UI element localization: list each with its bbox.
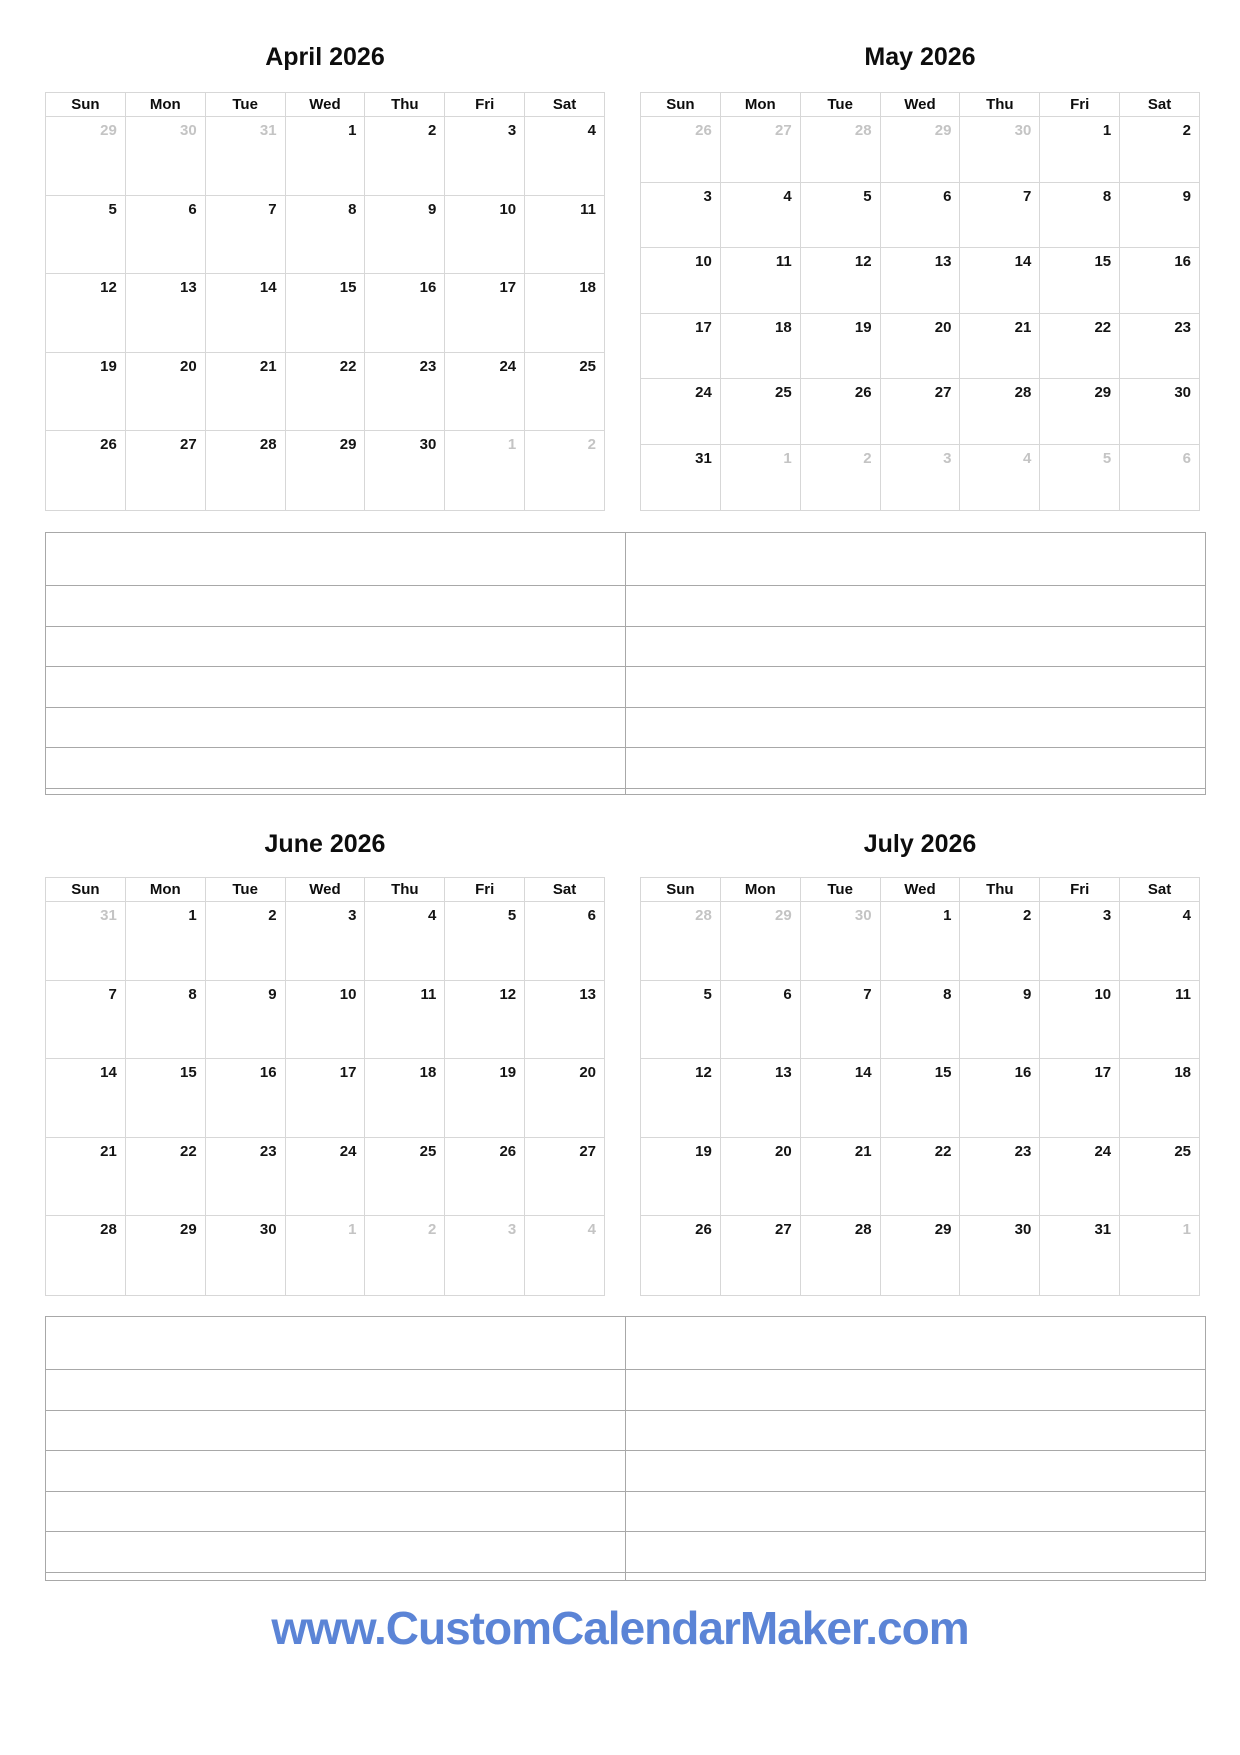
day-cell: 22 (1040, 314, 1120, 380)
day-cell: 23 (960, 1138, 1040, 1217)
notes-row (626, 586, 1205, 627)
day-cell: 3 (1040, 902, 1120, 981)
day-cell-adjacent-month: 30 (126, 117, 206, 196)
day-cell-adjacent-month: 2 (801, 445, 881, 511)
day-cell-adjacent-month: 29 (881, 117, 961, 183)
day-cell: 6 (881, 183, 961, 249)
day-cell-adjacent-month: 3 (881, 445, 961, 511)
day-cell: 2 (960, 902, 1040, 981)
day-cell: 15 (881, 1059, 961, 1138)
week-row (46, 274, 604, 353)
day-cell: 8 (126, 981, 206, 1060)
day-cell: 24 (445, 353, 525, 432)
day-cell: 22 (286, 353, 366, 432)
calendar-grid-may (640, 92, 1200, 511)
week-row (46, 1216, 604, 1295)
notes-column (46, 1317, 625, 1580)
weekday-header-thu: Thu (960, 93, 1040, 117)
day-cell-adjacent-month: 29 (46, 117, 126, 196)
day-cell: 11 (1120, 981, 1199, 1060)
notes-row (626, 1317, 1205, 1370)
day-cell: 28 (801, 1216, 881, 1295)
week-row (641, 1216, 1199, 1295)
notes-row (46, 627, 625, 667)
day-cell: 3 (286, 902, 366, 981)
week-row (46, 196, 604, 275)
day-cell: 31 (1040, 1216, 1120, 1295)
notes-column (46, 533, 625, 794)
notes-row (626, 533, 1205, 586)
week-row (46, 1059, 604, 1138)
day-cell: 19 (801, 314, 881, 380)
calendar-grid-june (45, 877, 605, 1296)
weekday-header-sun: Sun (641, 878, 721, 902)
day-cell: 10 (641, 248, 721, 314)
day-cell: 14 (46, 1059, 126, 1138)
day-cell: 29 (126, 1216, 206, 1295)
weekday-header-row (641, 93, 1199, 117)
weekday-header-wed: Wed (881, 878, 961, 902)
day-cell: 5 (801, 183, 881, 249)
weekday-header-fri: Fri (1040, 93, 1120, 117)
day-cell: 4 (1120, 902, 1199, 981)
day-cell: 23 (365, 353, 445, 432)
day-cell: 4 (365, 902, 445, 981)
week-row (46, 117, 604, 196)
weekday-header-thu: Thu (960, 878, 1040, 902)
week-row (641, 314, 1199, 380)
day-cell: 31 (641, 445, 721, 511)
day-cell: 6 (126, 196, 206, 275)
day-cell: 16 (365, 274, 445, 353)
day-cell: 25 (365, 1138, 445, 1217)
day-cell: 26 (445, 1138, 525, 1217)
day-cell: 14 (960, 248, 1040, 314)
day-cell: 11 (721, 248, 801, 314)
day-cell: 8 (286, 196, 366, 275)
month-title-june: June 2026 (264, 830, 386, 858)
notes-row (46, 1451, 625, 1492)
day-cell: 5 (46, 196, 126, 275)
day-cell: 26 (46, 431, 126, 510)
day-cell: 16 (960, 1059, 1040, 1138)
day-cell-adjacent-month: 28 (801, 117, 881, 183)
week-row (46, 353, 604, 432)
notes-row (46, 1411, 625, 1451)
weekday-header-sat: Sat (1120, 93, 1199, 117)
weekday-header-tue: Tue (206, 93, 286, 117)
day-cell-adjacent-month: 2 (587, 436, 597, 454)
week-row (641, 379, 1199, 445)
notes-row (626, 1573, 1205, 1580)
notes-row (626, 748, 1205, 789)
weekday-header-sun: Sun (641, 93, 721, 117)
notes-row (46, 748, 625, 789)
weekday-header-wed: Wed (881, 93, 961, 117)
weekday-header-tue: Tue (801, 93, 881, 117)
week-row (46, 431, 604, 510)
notes-lines-top (45, 532, 1206, 795)
day-cell: 13 (525, 981, 604, 1060)
day-cell: 2 (206, 902, 286, 981)
weekday-header-row (641, 878, 1199, 902)
weekday-header-row (46, 93, 604, 117)
day-cell: 27 (525, 1138, 604, 1217)
day-cell: 29 (286, 431, 366, 510)
day-cell-adjacent-month: 31 (206, 117, 286, 196)
weekday-header-mon: Mon (126, 93, 206, 117)
day-cell: 21 (801, 1138, 881, 1217)
day-cell-adjacent-month: 1 (1182, 1221, 1192, 1239)
day-cell: 25 (525, 353, 604, 432)
day-cell: 16 (1120, 248, 1199, 314)
day-cell: 5 (641, 981, 721, 1060)
day-cell: 21 (46, 1138, 126, 1217)
day-cell: 2 (365, 117, 445, 196)
week-row (641, 902, 1199, 981)
day-cell: 13 (881, 248, 961, 314)
month-title-may: May 2026 (864, 43, 976, 71)
week-row (46, 1138, 604, 1217)
notes-row (626, 1532, 1205, 1573)
weekday-header-sat: Sat (525, 878, 604, 902)
notes-row (626, 627, 1205, 667)
week-row (46, 981, 604, 1060)
day-cell: 21 (960, 314, 1040, 380)
day-cell: 12 (801, 248, 881, 314)
weekday-header-thu: Thu (365, 93, 445, 117)
day-cell: 1 (126, 902, 206, 981)
day-cell-adjacent-month: 5 (1040, 445, 1120, 511)
week-row (641, 248, 1199, 314)
day-cell: 30 (960, 1216, 1040, 1295)
week-row (641, 981, 1199, 1060)
day-cell: 24 (286, 1138, 366, 1217)
day-cell: 8 (881, 981, 961, 1060)
day-cell: 20 (525, 1059, 604, 1138)
day-cell-adjacent-month: 1 (286, 1216, 366, 1295)
notes-row (46, 708, 625, 748)
weekday-header-wed: Wed (286, 93, 366, 117)
day-cell: 27 (721, 1216, 801, 1295)
day-cell: 3 (641, 183, 721, 249)
notes-row (626, 667, 1205, 708)
calendar-grid-april (45, 92, 605, 511)
day-cell: 26 (801, 379, 881, 445)
weekday-header-wed: Wed (286, 878, 366, 902)
day-cell: 7 (801, 981, 881, 1060)
notes-row (46, 789, 625, 794)
day-cell: 11 (525, 196, 604, 275)
watermark-link[interactable]: www.CustomCalendarMaker.com (271, 1602, 969, 1654)
week-row (641, 117, 1199, 183)
day-cell: 12 (641, 1059, 721, 1138)
day-cell: 25 (1120, 1138, 1199, 1217)
day-cell-adjacent-month: 28 (641, 902, 721, 981)
weekday-header-sun: Sun (46, 93, 126, 117)
day-cell: 14 (801, 1059, 881, 1138)
weekday-header-fri: Fri (445, 878, 525, 902)
day-cell: 2 (1120, 117, 1199, 183)
day-cell: 16 (206, 1059, 286, 1138)
day-cell: 19 (46, 353, 126, 432)
day-cell: 9 (1120, 183, 1199, 249)
weekday-header-sat: Sat (1120, 878, 1199, 902)
day-cell: 28 (960, 379, 1040, 445)
day-cell: 25 (721, 379, 801, 445)
day-cell: 15 (286, 274, 366, 353)
notes-row (626, 1370, 1205, 1411)
day-cell: 27 (126, 431, 206, 510)
day-cell: 1 (1040, 117, 1120, 183)
day-cell: 6 (721, 981, 801, 1060)
day-cell: 10 (286, 981, 366, 1060)
day-cell: 5 (445, 902, 525, 981)
day-cell: 23 (1120, 314, 1199, 380)
notes-row (46, 586, 625, 627)
day-cell: 30 (365, 431, 445, 510)
day-cell: 6 (525, 902, 604, 981)
calendar-grid-july (640, 877, 1200, 1296)
day-cell: 29 (1040, 379, 1120, 445)
day-cell: 18 (721, 314, 801, 380)
week-row (641, 1059, 1199, 1138)
day-cell: 26 (641, 1216, 721, 1295)
day-cell: 28 (46, 1216, 126, 1295)
weekday-header-fri: Fri (445, 93, 525, 117)
day-cell: 19 (641, 1138, 721, 1217)
weekday-header-thu: Thu (365, 878, 445, 902)
day-cell-adjacent-month: 1 (445, 431, 525, 510)
month-title-july: July 2026 (863, 830, 977, 858)
day-cell: 30 (1120, 379, 1199, 445)
notes-row (46, 1370, 625, 1411)
day-cell-adjacent-month: 26 (641, 117, 721, 183)
notes-row (46, 533, 625, 586)
week-row (641, 183, 1199, 249)
day-cell: 1 (286, 117, 366, 196)
day-cell-adjacent-month: 4 (960, 445, 1040, 511)
day-cell: 18 (365, 1059, 445, 1138)
day-cell: 4 (525, 117, 604, 196)
day-cell: 8 (1040, 183, 1120, 249)
day-cell: 24 (1040, 1138, 1120, 1217)
notes-row (46, 667, 625, 708)
notes-column (625, 1317, 1205, 1580)
weekday-header-sat: Sat (525, 93, 604, 117)
day-cell: 12 (46, 274, 126, 353)
day-cell: 20 (721, 1138, 801, 1217)
day-cell: 20 (126, 353, 206, 432)
day-cell-adjacent-month: 4 (587, 1221, 597, 1239)
day-cell: 7 (46, 981, 126, 1060)
day-cell-adjacent-month: 27 (721, 117, 801, 183)
day-cell: 1 (881, 902, 961, 981)
day-cell: 10 (445, 196, 525, 275)
day-cell: 17 (641, 314, 721, 380)
weekday-header-fri: Fri (1040, 878, 1120, 902)
day-cell: 24 (641, 379, 721, 445)
weekday-header-tue: Tue (801, 878, 881, 902)
day-cell: 14 (206, 274, 286, 353)
day-cell: 15 (126, 1059, 206, 1138)
day-cell: 17 (1040, 1059, 1120, 1138)
day-cell: 9 (960, 981, 1040, 1060)
day-cell-adjacent-month: 29 (721, 902, 801, 981)
day-cell: 11 (365, 981, 445, 1060)
day-cell: 4 (721, 183, 801, 249)
day-cell: 15 (1040, 248, 1120, 314)
weekday-header-mon: Mon (126, 878, 206, 902)
day-cell: 21 (206, 353, 286, 432)
day-cell: 27 (881, 379, 961, 445)
day-cell: 19 (445, 1059, 525, 1138)
day-cell: 30 (206, 1216, 286, 1295)
day-cell: 13 (126, 274, 206, 353)
day-cell: 17 (286, 1059, 366, 1138)
day-cell: 20 (881, 314, 961, 380)
month-title-april: April 2026 (265, 43, 385, 71)
weekday-header-sun: Sun (46, 878, 126, 902)
notes-row (626, 708, 1205, 748)
notes-row (46, 1317, 625, 1370)
notes-row (626, 1492, 1205, 1532)
week-row (46, 902, 604, 981)
notes-column (625, 533, 1205, 794)
day-cell: 18 (1120, 1059, 1199, 1138)
weekday-header-row (46, 878, 604, 902)
weekday-header-mon: Mon (721, 878, 801, 902)
day-cell: 22 (126, 1138, 206, 1217)
day-cell-adjacent-month: 3 (445, 1216, 525, 1295)
week-row (641, 1138, 1199, 1217)
day-cell: 28 (206, 431, 286, 510)
day-cell: 13 (721, 1059, 801, 1138)
day-cell: 3 (445, 117, 525, 196)
notes-row (626, 1451, 1205, 1492)
weekday-header-mon: Mon (721, 93, 801, 117)
day-cell: 9 (365, 196, 445, 275)
day-cell: 22 (881, 1138, 961, 1217)
day-cell-adjacent-month: 1 (721, 445, 801, 511)
notes-row (626, 1411, 1205, 1451)
notes-row (46, 1573, 625, 1580)
week-row (641, 445, 1199, 511)
day-cell-adjacent-month: 30 (960, 117, 1040, 183)
day-cell: 23 (206, 1138, 286, 1217)
day-cell: 9 (206, 981, 286, 1060)
notes-lines-bottom (45, 1316, 1206, 1581)
weekday-header-tue: Tue (206, 878, 286, 902)
day-cell-adjacent-month: 6 (1182, 449, 1192, 467)
day-cell-adjacent-month: 30 (801, 902, 881, 981)
day-cell: 29 (881, 1216, 961, 1295)
day-cell-adjacent-month: 2 (365, 1216, 445, 1295)
day-cell: 10 (1040, 981, 1120, 1060)
day-cell: 17 (445, 274, 525, 353)
day-cell: 7 (206, 196, 286, 275)
day-cell: 12 (445, 981, 525, 1060)
notes-row (626, 789, 1205, 794)
day-cell: 18 (525, 274, 604, 353)
notes-row (46, 1492, 625, 1532)
day-cell-adjacent-month: 31 (46, 902, 126, 981)
notes-row (46, 1532, 625, 1573)
day-cell: 7 (960, 183, 1040, 249)
